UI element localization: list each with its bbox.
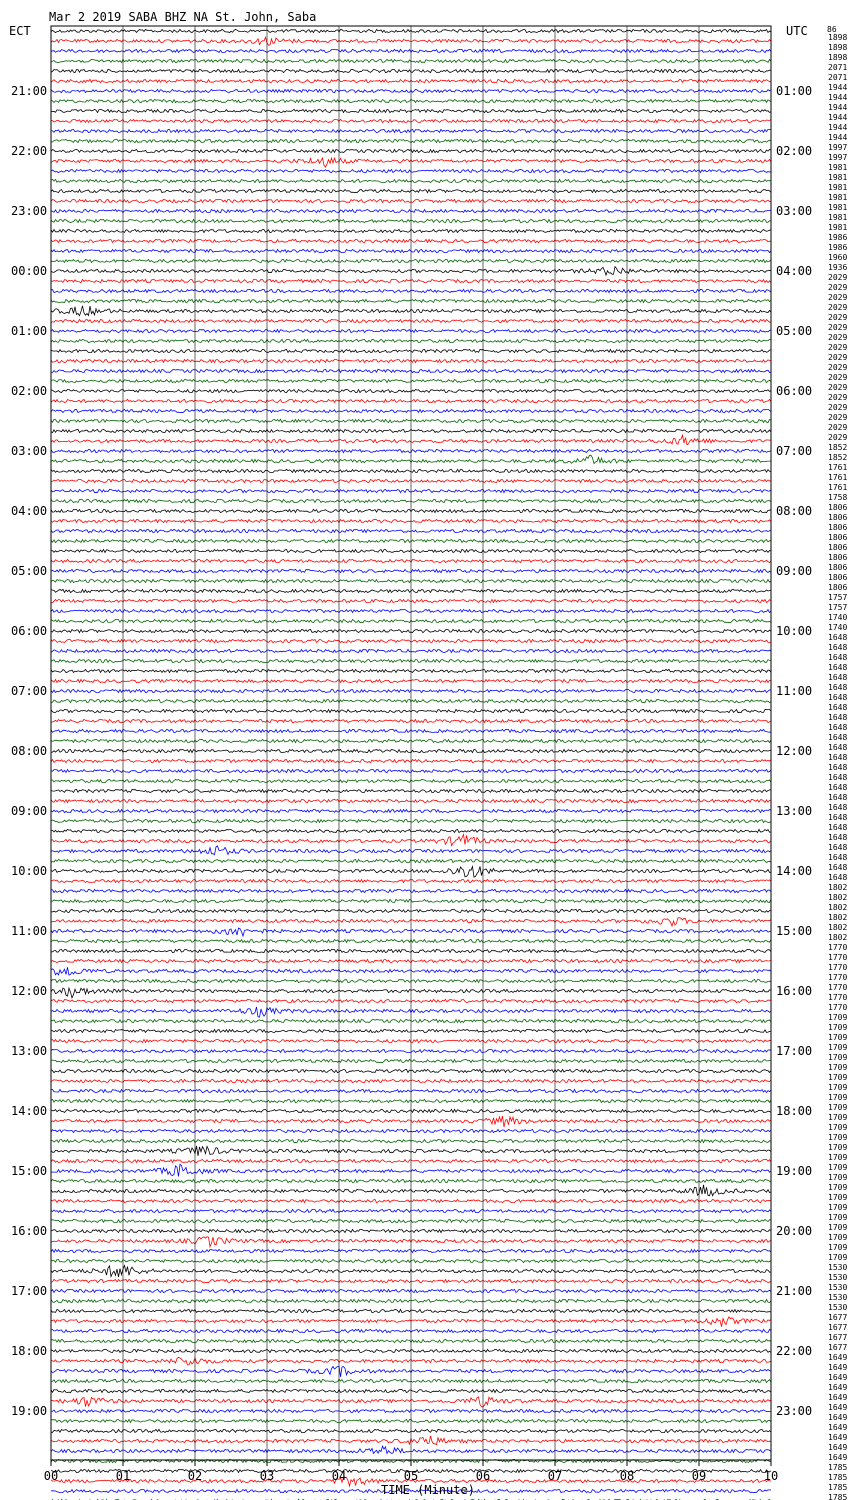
row-amplitude-label: 2029 [828, 323, 848, 332]
row-amplitude-label: 1981 [828, 173, 848, 182]
row-amplitude-label: 1709 [828, 1093, 848, 1102]
row-amplitude-label: 1648 [828, 823, 848, 832]
row-amplitude-label: 1770 [828, 953, 848, 962]
row-amplitude-label: 1740 [828, 623, 848, 632]
row-amplitude-label: 1709 [828, 1203, 848, 1212]
left-hour-label: 23:00 [11, 204, 48, 218]
row-amplitude-label: 1709 [828, 1153, 848, 1162]
left-hour-label: 00:00 [11, 264, 48, 278]
row-amplitude-label: 1986 [828, 233, 848, 242]
left-hour-label: 07:00 [11, 684, 48, 698]
row-amplitude-label: 1709 [828, 1103, 848, 1112]
row-amplitude-label: 1709 [828, 1143, 848, 1152]
row-amplitude-label: 1648 [828, 633, 848, 642]
row-amplitude-label: 1709 [828, 1123, 848, 1132]
row-amplitude-label: 1677 [828, 1323, 848, 1332]
row-amplitude-label: 1852 [828, 453, 848, 462]
row-amplitude-label: 1709 [828, 1163, 848, 1172]
row-amplitude-label: 1649 [828, 1423, 848, 1432]
row-amplitude-label: 1770 [828, 1003, 848, 1012]
row-amplitude-label: 1648 [828, 693, 848, 702]
left-hour-label: 14:00 [11, 1104, 48, 1118]
left-hour-label: 09:00 [11, 804, 48, 818]
row-amplitude-label: 1648 [828, 703, 848, 712]
row-amplitude-label: 1997 [828, 153, 848, 162]
right-hour-label: 22:00 [776, 1344, 813, 1358]
row-amplitude-label: 1785 [828, 1463, 848, 1472]
right-hour-label: 08:00 [776, 504, 813, 518]
row-amplitude-label: 1649 [828, 1453, 848, 1462]
row-amplitude-label: 1761 [828, 483, 848, 492]
right-hour-label: 14:00 [776, 864, 813, 878]
row-amplitude-label: 2071 [828, 63, 848, 72]
left-hour-label: 13:00 [11, 1044, 48, 1058]
right-hour-label: 18:00 [776, 1104, 813, 1118]
right-hour-label: 01:00 [776, 84, 813, 98]
row-amplitude-label: 2029 [828, 353, 848, 362]
amplitude-header: 86 [827, 25, 837, 34]
x-tick-label: 10 [763, 1469, 779, 1483]
x-tick-label: 09 [691, 1469, 707, 1483]
row-amplitude-label: 2029 [828, 333, 848, 342]
row-amplitude-label: 1709 [828, 1223, 848, 1232]
left-hour-label: 16:00 [11, 1224, 48, 1238]
row-amplitude-label: 1802 [828, 903, 848, 912]
row-amplitude-label: 1944 [828, 133, 848, 142]
row-amplitude-label: 1648 [828, 833, 848, 842]
row-amplitude-label: 1709 [828, 1183, 848, 1192]
chart-title: Mar 2 2019 SABA BHZ NA St. John, Saba [49, 10, 317, 24]
row-amplitude-label: 1806 [828, 563, 848, 572]
row-amplitude-label: 1648 [828, 753, 848, 762]
row-amplitude-label: 1648 [828, 773, 848, 782]
x-tick-label: 07 [547, 1469, 563, 1483]
right-hour-label: 17:00 [776, 1044, 813, 1058]
left-hour-label: 04:00 [11, 504, 48, 518]
right-hour-label: 03:00 [776, 204, 813, 218]
row-amplitude-label: 1648 [828, 663, 848, 672]
row-amplitude-label: 1648 [828, 763, 848, 772]
left-hour-label: 18:00 [11, 1344, 48, 1358]
row-amplitude-label: 1677 [828, 1333, 848, 1342]
right-hour-label: 11:00 [776, 684, 813, 698]
left-hour-label: 22:00 [11, 144, 48, 158]
left-hour-label: 17:00 [11, 1284, 48, 1298]
row-amplitude-label: 1649 [828, 1443, 848, 1452]
left-hour-label: 15:00 [11, 1164, 48, 1178]
row-amplitude-label: 1944 [828, 113, 848, 122]
row-amplitude-label: 1770 [828, 993, 848, 1002]
row-amplitude-label: 1709 [828, 1193, 848, 1202]
row-amplitude-label: 1802 [828, 893, 848, 902]
x-tick-label: 06 [475, 1469, 491, 1483]
x-axis-label: TIME (Minute) [381, 1483, 475, 1497]
row-amplitude-label: 1806 [828, 553, 848, 562]
right-hour-label: 02:00 [776, 144, 813, 158]
row-amplitude-label: 1648 [828, 673, 848, 682]
right-hour-label: 05:00 [776, 324, 813, 338]
left-hour-label: 10:00 [11, 864, 48, 878]
row-amplitude-label: 1806 [828, 573, 848, 582]
row-amplitude-label: 1806 [828, 543, 848, 552]
row-amplitude-label: 1709 [828, 1173, 848, 1182]
row-amplitude-label: 2029 [828, 283, 848, 292]
row-amplitude-label: 2029 [828, 373, 848, 382]
row-amplitude-label: 1802 [828, 933, 848, 942]
row-amplitude-label: 1648 [828, 843, 848, 852]
row-amplitude-label: 1806 [828, 533, 848, 542]
left-hour-label: 11:00 [11, 924, 48, 938]
row-amplitude-label: 1960 [828, 253, 848, 262]
right-hour-label: 10:00 [776, 624, 813, 638]
right-hour-label: 20:00 [776, 1224, 813, 1238]
x-tick-label: 02 [187, 1469, 203, 1483]
row-amplitude-label: 1709 [828, 1033, 848, 1042]
row-amplitude-label: 1648 [828, 713, 848, 722]
x-tick-label: 08 [619, 1469, 635, 1483]
row-amplitude-label: 1806 [828, 503, 848, 512]
left-hour-label: 01:00 [11, 324, 48, 338]
right-hour-label: 13:00 [776, 804, 813, 818]
left-hour-label: 06:00 [11, 624, 48, 638]
row-amplitude-label: 1709 [828, 1013, 848, 1022]
row-amplitude-label: 1648 [828, 643, 848, 652]
row-amplitude-label: 1740 [828, 613, 848, 622]
row-amplitude-label: 1761 [828, 463, 848, 472]
row-amplitude-label: 2029 [828, 383, 848, 392]
row-amplitude-label: 1806 [828, 523, 848, 532]
row-amplitude-label: 1709 [828, 1053, 848, 1062]
row-amplitude-label: 1770 [828, 943, 848, 952]
row-amplitude-label: 1944 [828, 93, 848, 102]
right-hour-labels [776, 84, 812, 1418]
row-amplitude-label: 1649 [828, 1403, 848, 1412]
row-amplitude-label: 1981 [828, 223, 848, 232]
row-amplitude-label: 1648 [828, 653, 848, 662]
row-amplitude-label: 2071 [828, 73, 848, 82]
left-hour-label: 19:00 [11, 1404, 48, 1418]
right-hour-label: 12:00 [776, 744, 813, 758]
row-amplitude-label: 1770 [828, 973, 848, 982]
row-amplitude-label: 1649 [828, 1373, 848, 1382]
row-amplitude-label: 1649 [828, 1383, 848, 1392]
row-amplitude-label: 2029 [828, 413, 848, 422]
row-amplitude-label: 1530 [828, 1303, 848, 1312]
right-hour-label: 09:00 [776, 564, 813, 578]
row-amplitude-label: 1802 [828, 883, 848, 892]
right-hour-label: 04:00 [776, 264, 813, 278]
row-amplitude-label: 1649 [828, 1363, 848, 1372]
row-amplitude-label: 2029 [828, 393, 848, 402]
row-amplitude-label: 2029 [828, 313, 848, 322]
left-hour-label: 05:00 [11, 564, 48, 578]
row-amplitude-label: 1648 [828, 733, 848, 742]
left-hour-label: 08:00 [11, 744, 48, 758]
right-hour-label: 06:00 [776, 384, 813, 398]
row-amplitude-label: 1944 [828, 83, 848, 92]
row-amplitude-label: 1709 [828, 1043, 848, 1052]
row-amplitude-label: 1770 [828, 963, 848, 972]
x-tick-label: 04 [331, 1469, 347, 1483]
row-amplitude-label: 1709 [828, 1233, 848, 1242]
row-amplitude-label: 1709 [828, 1243, 848, 1252]
left-hour-label: 21:00 [11, 84, 48, 98]
row-amplitude-label: 1709 [828, 1253, 848, 1262]
row-amplitude-label: 1530 [828, 1283, 848, 1292]
row-amplitude-label: 1852 [828, 443, 848, 452]
row-amplitude-label: 1648 [828, 683, 848, 692]
row-amplitude-label: 1981 [828, 183, 848, 192]
x-tick-label: 05 [403, 1469, 419, 1483]
row-amplitude-label: 1648 [828, 783, 848, 792]
row-amplitude-label: 1806 [828, 513, 848, 522]
row-amplitude-label: 1898 [828, 43, 848, 52]
right-timezone-label: UTC [786, 24, 808, 38]
x-tick-label: 03 [259, 1469, 275, 1483]
row-amplitude-label: 1758 [828, 493, 848, 502]
row-amplitude-label: 1648 [828, 813, 848, 822]
row-amplitude-label: 1648 [828, 853, 848, 862]
left-hour-label: 02:00 [11, 384, 48, 398]
x-tick-label: 01 [115, 1469, 131, 1483]
row-amplitude-label: 1986 [828, 243, 848, 252]
row-amplitude-label: 1757 [828, 593, 848, 602]
row-amplitude-label: 1981 [828, 203, 848, 212]
row-amplitude-label: 1981 [828, 163, 848, 172]
row-amplitude-label: 1806 [828, 583, 848, 592]
row-amplitude-label: 1898 [828, 33, 848, 42]
row-amplitude-label: 1802 [828, 913, 848, 922]
x-tick-label: 00 [43, 1469, 59, 1483]
row-amplitude-label: 1709 [828, 1073, 848, 1082]
row-amplitude-label: 1709 [828, 1063, 848, 1072]
row-amplitude-label: 1709 [828, 1133, 848, 1142]
row-amplitude-label: 1677 [828, 1343, 848, 1352]
right-hour-label: 15:00 [776, 924, 813, 938]
row-amplitude-label: 1649 [828, 1433, 848, 1442]
row-amplitude-label: 1802 [828, 923, 848, 932]
left-hour-label: 12:00 [11, 984, 48, 998]
row-amplitude-label: 1648 [828, 803, 848, 812]
left-hour-label: 03:00 [11, 444, 48, 458]
row-amplitude-label: 1785 [828, 1493, 848, 1500]
row-amplitude-label: 2029 [828, 363, 848, 372]
row-amplitude-label: 1648 [828, 863, 848, 872]
row-amplitude-label: 1709 [828, 1213, 848, 1222]
right-hour-label: 19:00 [776, 1164, 813, 1178]
row-amplitude-label: 1757 [828, 603, 848, 612]
row-amplitude-label: 1648 [828, 793, 848, 802]
row-amplitude-labels [828, 33, 847, 1500]
row-amplitude-label: 1981 [828, 193, 848, 202]
row-amplitude-label: 1981 [828, 213, 848, 222]
row-amplitude-label: 2029 [828, 293, 848, 302]
left-timezone-label: ECT [9, 24, 31, 38]
row-amplitude-label: 1997 [828, 143, 848, 152]
row-amplitude-label: 1709 [828, 1083, 848, 1092]
row-amplitude-label: 1944 [828, 123, 848, 132]
row-amplitude-label: 1530 [828, 1293, 848, 1302]
row-amplitude-label: 2029 [828, 423, 848, 432]
row-amplitude-label: 2029 [828, 303, 848, 312]
row-amplitude-label: 2029 [828, 403, 848, 412]
row-amplitude-label: 1648 [828, 873, 848, 882]
row-amplitude-label: 2029 [828, 273, 848, 282]
x-axis-ticks [44, 1460, 778, 1483]
row-amplitude-label: 1709 [828, 1023, 848, 1032]
left-hour-labels [11, 84, 47, 1418]
row-amplitude-label: 1898 [828, 53, 848, 62]
row-amplitude-label: 1649 [828, 1413, 848, 1422]
row-amplitude-label: 1649 [828, 1353, 848, 1362]
row-amplitude-label: 1936 [828, 263, 848, 272]
row-amplitude-label: 1785 [828, 1473, 848, 1482]
right-hour-label: 07:00 [776, 444, 813, 458]
row-amplitude-label: 1648 [828, 723, 848, 732]
row-amplitude-label: 1530 [828, 1273, 848, 1282]
row-amplitude-label: 1770 [828, 983, 848, 992]
row-amplitude-label: 1530 [828, 1263, 848, 1272]
row-amplitude-label: 1761 [828, 473, 848, 482]
row-amplitude-label: 2029 [828, 433, 848, 442]
right-hour-label: 23:00 [776, 1404, 813, 1418]
row-amplitude-label: 1648 [828, 743, 848, 752]
row-amplitude-label: 2029 [828, 343, 848, 352]
row-amplitude-label: 1677 [828, 1313, 848, 1322]
row-amplitude-label: 1649 [828, 1393, 848, 1402]
row-amplitude-label: 1944 [828, 103, 848, 112]
row-amplitude-label: 1785 [828, 1483, 848, 1492]
right-hour-label: 16:00 [776, 984, 813, 998]
right-hour-label: 21:00 [776, 1284, 813, 1298]
row-amplitude-label: 1709 [828, 1113, 848, 1122]
